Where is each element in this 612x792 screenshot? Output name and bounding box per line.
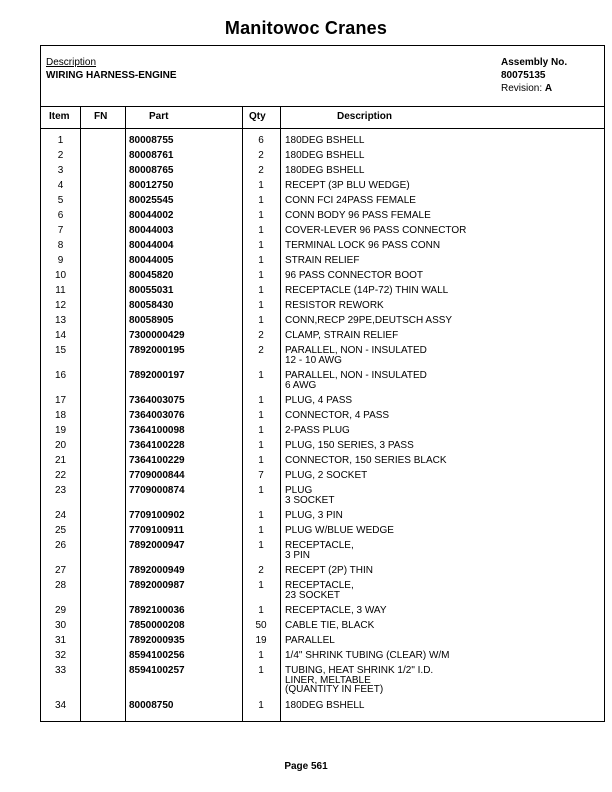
table-row (41, 166, 604, 181)
row-description: PLUG 3 SOCKET (285, 485, 335, 506)
row-description: PLUG W/BLUE WEDGE (285, 525, 394, 536)
row-part: 80008750 (129, 700, 174, 711)
row-part: 7892000947 (129, 540, 185, 551)
row-item: 10 (54, 270, 67, 281)
row-description: PLUG, 4 PASS (285, 395, 353, 406)
table-row (41, 426, 604, 441)
row-item: 31 (54, 635, 67, 646)
row-part: 80008765 (129, 165, 174, 176)
row-part: 80044002 (129, 210, 174, 221)
row-part: 7709000874 (129, 485, 185, 496)
row-item: 2 (57, 150, 64, 161)
table-row (41, 666, 604, 701)
row-item: 17 (54, 395, 67, 406)
row-description: RESISTOR REWORK (285, 300, 384, 311)
row-item: 1 (57, 135, 64, 146)
row-item: 15 (54, 345, 67, 356)
row-part: 80044003 (129, 225, 174, 236)
row-description: RECEPTACLE (14P-72) THIN WALL (285, 285, 449, 296)
table-row (41, 241, 604, 256)
description-label: Description (46, 57, 97, 68)
row-qty: 1 (258, 240, 264, 251)
row-part: 7709100902 (129, 510, 185, 521)
row-qty: 1 (258, 395, 264, 406)
column-header-item: Item (49, 111, 70, 122)
row-qty: 1 (258, 315, 264, 326)
column-header-description: Description (337, 111, 393, 122)
row-description: CABLE TIE, BLACK (285, 620, 375, 631)
row-description: 180DEG BSHELL (285, 700, 365, 711)
row-part: 80044004 (129, 240, 174, 251)
row-item: 33 (54, 665, 67, 676)
row-qty: 1 (258, 300, 264, 311)
row-qty: 1 (258, 210, 264, 221)
row-qty: 1 (258, 540, 264, 551)
row-qty: 1 (258, 440, 264, 451)
row-part: 7709000844 (129, 470, 185, 481)
column-header-part: Part (149, 111, 169, 122)
row-description: TERMINAL LOCK 96 PASS CONN (285, 240, 441, 251)
row-item: 25 (54, 525, 67, 536)
row-qty: 1 (258, 270, 264, 281)
row-item: 18 (54, 410, 67, 421)
row-item: 22 (54, 470, 67, 481)
row-qty: 2 (258, 150, 264, 161)
row-part: 80055031 (129, 285, 174, 296)
column-header-fn: FN (94, 111, 108, 122)
row-part: 8594100256 (129, 650, 185, 661)
row-description: PARALLEL (285, 635, 335, 646)
row-description: CONN FCI 24PASS FEMALE (285, 195, 416, 206)
row-qty: 6 (258, 135, 264, 146)
row-description: STRAIN RELIEF (285, 255, 360, 266)
row-part: 7709100911 (129, 525, 185, 536)
row-qty: 1 (258, 255, 264, 266)
table-row (41, 621, 604, 636)
table-row (41, 316, 604, 331)
row-part: 80025545 (129, 195, 174, 206)
row-item: 4 (57, 180, 64, 191)
table-row (41, 196, 604, 211)
table-row (41, 136, 604, 151)
table-row (41, 456, 604, 471)
row-qty: 1 (258, 650, 264, 661)
table-row (41, 581, 604, 606)
row-description: RECEPTACLE, 3 WAY (285, 605, 387, 616)
row-part: 80008761 (129, 150, 174, 161)
row-qty: 1 (258, 580, 264, 591)
row-item: 8 (57, 240, 64, 251)
row-description: CONNECTOR, 4 PASS (285, 410, 390, 421)
table-row (41, 256, 604, 271)
row-item: 23 (54, 485, 67, 496)
row-item: 11 (55, 285, 66, 296)
row-description: RECEPT (3P BLU WEDGE) (285, 180, 410, 191)
row-qty: 1 (258, 410, 264, 421)
row-part: 7892000197 (129, 370, 185, 381)
row-item: 5 (57, 195, 64, 206)
row-qty: 1 (258, 605, 264, 616)
row-item: 28 (54, 580, 67, 591)
row-item: 7 (57, 225, 64, 236)
table-row (41, 181, 604, 196)
table-row (41, 151, 604, 166)
table-row (41, 566, 604, 581)
row-item: 27 (54, 565, 67, 576)
table-row (41, 346, 604, 371)
row-description: 180DEG BSHELL (285, 165, 365, 176)
revision (501, 83, 552, 94)
row-item: 13 (54, 315, 67, 326)
row-part: 7300000429 (129, 330, 185, 341)
table-row (41, 606, 604, 621)
table-row (41, 701, 604, 716)
page-number: Page 561 (284, 761, 328, 772)
row-item: 20 (54, 440, 67, 451)
row-description: CONN,RECP 29PE,DEUTSCH ASSY (285, 315, 453, 326)
row-qty: 2 (258, 330, 264, 341)
row-part: 7364003075 (129, 395, 185, 406)
table-row (41, 486, 604, 511)
table-row (41, 636, 604, 651)
row-part: 8594100257 (129, 665, 185, 676)
row-description: RECEPTACLE, 23 SOCKET (285, 580, 354, 601)
row-part: 7892100036 (129, 605, 185, 616)
row-qty: 2 (258, 565, 264, 576)
table-row (41, 651, 604, 666)
assembly-number: 80075135 (501, 70, 546, 81)
row-description: 96 PASS CONNECTOR BOOT (285, 270, 423, 281)
row-description: CLAMP, STRAIN RELIEF (285, 330, 399, 341)
row-description: CONNECTOR, 150 SERIES BLACK (285, 455, 447, 466)
row-qty: 1 (258, 285, 264, 296)
table-row (41, 286, 604, 301)
row-item: 32 (54, 650, 67, 661)
row-part: 7364003076 (129, 410, 185, 421)
row-qty: 1 (258, 370, 264, 381)
row-part: 7892000935 (129, 635, 185, 646)
table-row (41, 441, 604, 456)
row-description: 2-PASS PLUG (285, 425, 350, 436)
row-qty: 2 (258, 345, 264, 356)
row-item: 34 (54, 700, 67, 711)
row-part: 80012750 (129, 180, 174, 191)
row-qty: 50 (255, 620, 267, 631)
row-description: TUBING, HEAT SHRINK 1/2" I.D. LINER, MELTABLE (QUANTITY IN FEET) (285, 665, 434, 695)
row-qty: 1 (258, 225, 264, 236)
table-row (41, 396, 604, 411)
row-description: RECEPTACLE, 3 PIN (285, 540, 354, 561)
row-description: 180DEG BSHELL (285, 135, 365, 146)
row-item: 30 (54, 620, 67, 631)
row-qty: 1 (258, 525, 264, 536)
row-part: 7364100229 (129, 455, 185, 466)
row-part: 80058430 (129, 300, 174, 311)
table-row (41, 371, 604, 396)
table-row (41, 526, 604, 541)
table-row (41, 411, 604, 426)
row-part: 80058905 (129, 315, 174, 326)
row-item: 12 (54, 300, 67, 311)
row-part: 80045820 (129, 270, 174, 281)
row-qty: 1 (258, 510, 264, 521)
row-qty: 1 (258, 700, 264, 711)
row-item: 24 (54, 510, 67, 521)
column-header-qty: Qty (249, 111, 266, 122)
row-description: COVER-LEVER 96 PASS CONNECTOR (285, 225, 467, 236)
row-part: 7850000208 (129, 620, 185, 631)
row-description: PLUG, 2 SOCKET (285, 470, 368, 481)
row-item: 14 (54, 330, 67, 341)
row-qty: 1 (258, 665, 264, 676)
row-description: PLUG, 3 PIN (285, 510, 343, 521)
row-item: 19 (54, 425, 67, 436)
revision-value: A (544, 83, 553, 94)
row-description: 1/4" SHRINK TUBING (CLEAR) W/M (285, 650, 450, 661)
row-description: 180DEG BSHELL (285, 150, 365, 161)
row-part: 7364100228 (129, 440, 185, 451)
row-item: 21 (54, 455, 67, 466)
row-part: 7364100098 (129, 425, 185, 436)
table-row (41, 471, 604, 486)
row-qty: 7 (258, 470, 264, 481)
row-part: 7892000949 (129, 565, 185, 576)
row-qty: 1 (258, 455, 264, 466)
row-item: 29 (54, 605, 67, 616)
row-description: PLUG, 150 SERIES, 3 PASS (285, 440, 414, 451)
row-description: PARALLEL, NON - INSULATED 6 AWG (285, 370, 427, 391)
parts-list-frame (40, 45, 605, 722)
row-part: 7892000987 (129, 580, 185, 591)
page-title: Manitowoc Cranes (224, 18, 388, 38)
row-qty: 2 (258, 165, 264, 176)
table-row (41, 511, 604, 526)
table-row (41, 271, 604, 286)
table-row (41, 211, 604, 226)
row-qty: 1 (258, 425, 264, 436)
row-qty: 19 (255, 635, 267, 646)
table-row (41, 541, 604, 566)
row-qty: 1 (258, 195, 264, 206)
row-item: 9 (57, 255, 64, 266)
row-item: 6 (57, 210, 64, 221)
row-part: 7892000195 (129, 345, 185, 356)
parts-table-body (41, 136, 604, 716)
revision-label: Revision: (501, 83, 543, 94)
row-item: 26 (54, 540, 67, 551)
assembly-header (41, 46, 604, 107)
row-part: 80044005 (129, 255, 174, 266)
row-description: RECEPT (2P) THIN (285, 565, 373, 576)
row-description: CONN BODY 96 PASS FEMALE (285, 210, 431, 221)
row-qty: 1 (258, 180, 264, 191)
row-part: 80008755 (129, 135, 174, 146)
row-item: 3 (57, 165, 64, 176)
table-row (41, 226, 604, 241)
row-qty: 1 (258, 485, 264, 496)
table-row (41, 331, 604, 346)
description-value: WIRING HARNESS-ENGINE (46, 70, 177, 81)
row-item: 16 (54, 370, 67, 381)
assembly-label: Assembly No. (501, 57, 568, 68)
table-row (41, 301, 604, 316)
row-description: PARALLEL, NON - INSULATED 12 - 10 AWG (285, 345, 427, 366)
